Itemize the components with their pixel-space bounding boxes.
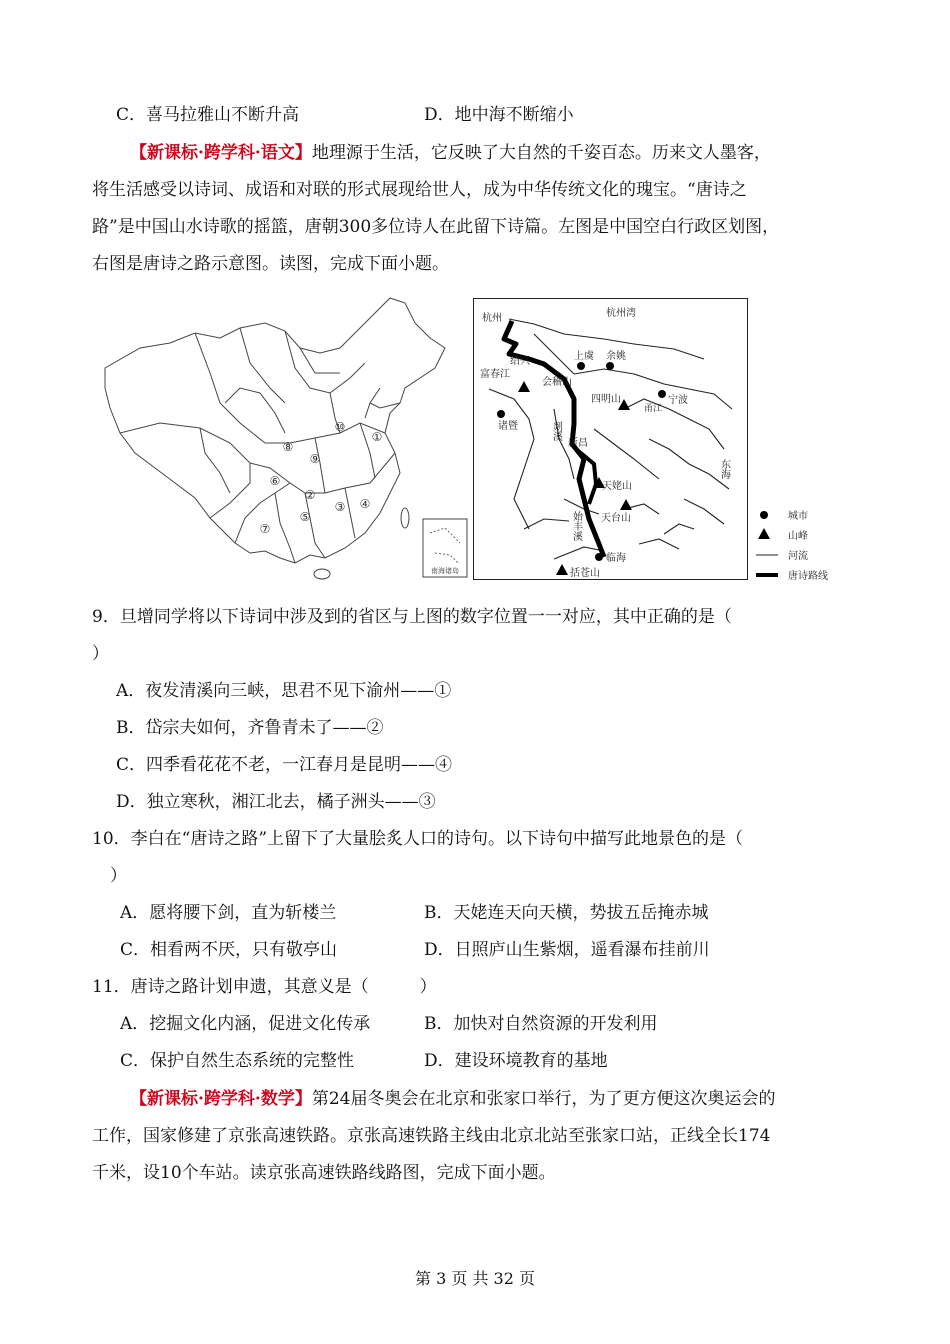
q11-option-c: C．保护自然生态系统的完整性 — [120, 1051, 355, 1071]
q8-option-c: C．喜马拉雅山不断升高 — [116, 105, 300, 125]
intro2-line3: 千米，设10个车站。读京张高速铁路线路图，完成下面小题。 — [92, 1163, 556, 1183]
label-tianmushan: 天姥山 — [602, 481, 632, 492]
q8-option-d: D．地中海不断缩小 — [424, 105, 574, 125]
legend-river: 河流 — [788, 551, 808, 562]
label-tiantaishan: 天台山 — [601, 513, 631, 524]
label-yongjiang: 甬江 — [644, 404, 663, 414]
peak-kuaijishan — [518, 381, 530, 392]
label-kuocangshan: 括苍山 — [570, 568, 600, 578]
q9-option-c: C．四季看花花不老，一江春月是昆明——④ — [116, 755, 453, 775]
label-yuyao: 余姚 — [606, 351, 626, 362]
tang-poetry-road-map — [473, 298, 748, 580]
q10-stem-end: ） — [110, 866, 127, 886]
q9-stem: 9．旦增同学将以下诗词中涉及到的省区与上图的数字位置一一对应，其中正确的是（ — [92, 607, 732, 627]
label-shangyu: 上虞 — [574, 351, 594, 362]
q9-option-d: D．独立寒秋，湘江北去，橘子洲头——③ — [116, 792, 436, 812]
intro2-text: 第24届冬奥会在北京和张家口举行，为了更方便这次奥运会的 — [311, 1089, 776, 1109]
map-legend — [750, 505, 845, 585]
map-number-10: ⑩ — [334, 420, 346, 434]
city-ningbo — [658, 390, 666, 398]
map-number-4: ④ — [359, 497, 371, 511]
label-zhuji: 诸暨 — [498, 421, 518, 432]
map-number-2: ② — [304, 488, 316, 502]
map-number-5: ⑤ — [299, 510, 311, 524]
map-number-7: ⑦ — [259, 522, 271, 536]
label-fuchunjiang: 富春江 — [480, 369, 510, 380]
intro1-line2: 将生活感受以诗词、成语和对联的形式展现给世人，成为中华传统文化的瑰宝。“唐诗之 — [92, 180, 747, 200]
intro1-line3: 路”是中国山水诗歌的摇篮，唐朝300多位诗人在此留下诗篇。左图是中国空白行政区划图， — [92, 217, 780, 237]
q11-option-d: D．建设环境教育的基地 — [424, 1051, 608, 1071]
label-hangzhouwan: 杭州湾 — [606, 308, 636, 319]
city-zhuji — [497, 410, 505, 418]
q9-option-b: B．岱宗夫如何，齐鲁青未了——② — [116, 718, 384, 738]
label-shanxi: 剡溪 — [550, 421, 562, 441]
q11-option-a: A．挖掘文化内涵，促进文化传承 — [120, 1014, 371, 1034]
intro1-text: 地理源于生活，它反映了大自然的千姿百态。历来文人墨客， — [311, 143, 771, 163]
label-ningbo: 宁波 — [668, 395, 688, 406]
q10-option-d: D．日照庐山生紫烟，遥看瀑布挂前川 — [424, 940, 710, 960]
label-hangzhou: 杭州 — [482, 313, 502, 324]
q10-option-b: B．天姥连天向天横，势拔五岳掩赤城 — [424, 903, 709, 923]
city-shangyu — [577, 362, 585, 370]
label-shaoxing: 绍兴 — [510, 356, 530, 367]
legend-city: 城市 — [788, 511, 808, 522]
china-map — [100, 293, 470, 583]
legend-city-icon — [760, 511, 768, 519]
map-number-1: ① — [371, 430, 383, 444]
legend-peak-icon — [758, 528, 770, 539]
subject-tag-chinese: 【新课标·跨学科·语文】 — [130, 143, 312, 163]
inset-label: 南海诸岛 — [431, 567, 459, 575]
intro2-first-line — [130, 1087, 775, 1111]
label-xinchang: 新昌 — [568, 438, 588, 449]
peak-kuocangshan — [556, 564, 568, 575]
page-footer: 第 3 页 共 32 页 — [415, 1269, 535, 1288]
legend-peak: 山峰 — [788, 531, 808, 542]
intro2-line2: 工作，国家修建了京张高速铁路。京张高速铁路主线由北京北站至张家口站，正线全长174 — [92, 1126, 771, 1146]
map-number-3: ③ — [334, 500, 346, 514]
map-number-6: ⑥ — [269, 474, 281, 488]
city-linhai — [595, 553, 603, 561]
q10-stem: 10．李白在“唐诗之路”上留下了大量脍炙人口的诗句。以下诗句中描写此地景色的是（ — [92, 829, 744, 849]
q9-option-a: A．夜发清溪向三峡，思君不见下渝州——① — [116, 681, 452, 701]
legend-route: 唐诗路线 — [788, 571, 828, 582]
q9-stem-end: ） — [92, 644, 109, 664]
peak-tiantaishan — [620, 499, 632, 510]
label-linhai: 临海 — [606, 553, 626, 564]
q11-option-b: B．加快对自然资源的开发利用 — [424, 1014, 658, 1034]
map-number-8: ⑧ — [282, 440, 294, 454]
label-donghai: 东海 — [718, 459, 730, 479]
subject-tag-math: 【新课标·跨学科·数学】 — [130, 1089, 312, 1109]
intro1-line4: 右图是唐诗之路示意图。读图，完成下面小题。 — [92, 254, 449, 274]
label-shifengxi: 始丰溪 — [570, 511, 582, 541]
map-number-9: ⑨ — [309, 452, 321, 466]
q10-option-c: C．相看两不厌，只有敬亭山 — [120, 940, 338, 960]
q10-option-a: A．愿将腰下剑，直为斩楼兰 — [120, 903, 337, 923]
label-kuaijishan: 会稽山 — [542, 377, 572, 388]
city-yuyao — [606, 362, 614, 370]
q11-stem: 11．唐诗之路计划申遗，其意义是（ ） — [92, 977, 437, 997]
label-simingshan: 四明山 — [591, 394, 621, 405]
intro1-first-line — [130, 141, 771, 165]
